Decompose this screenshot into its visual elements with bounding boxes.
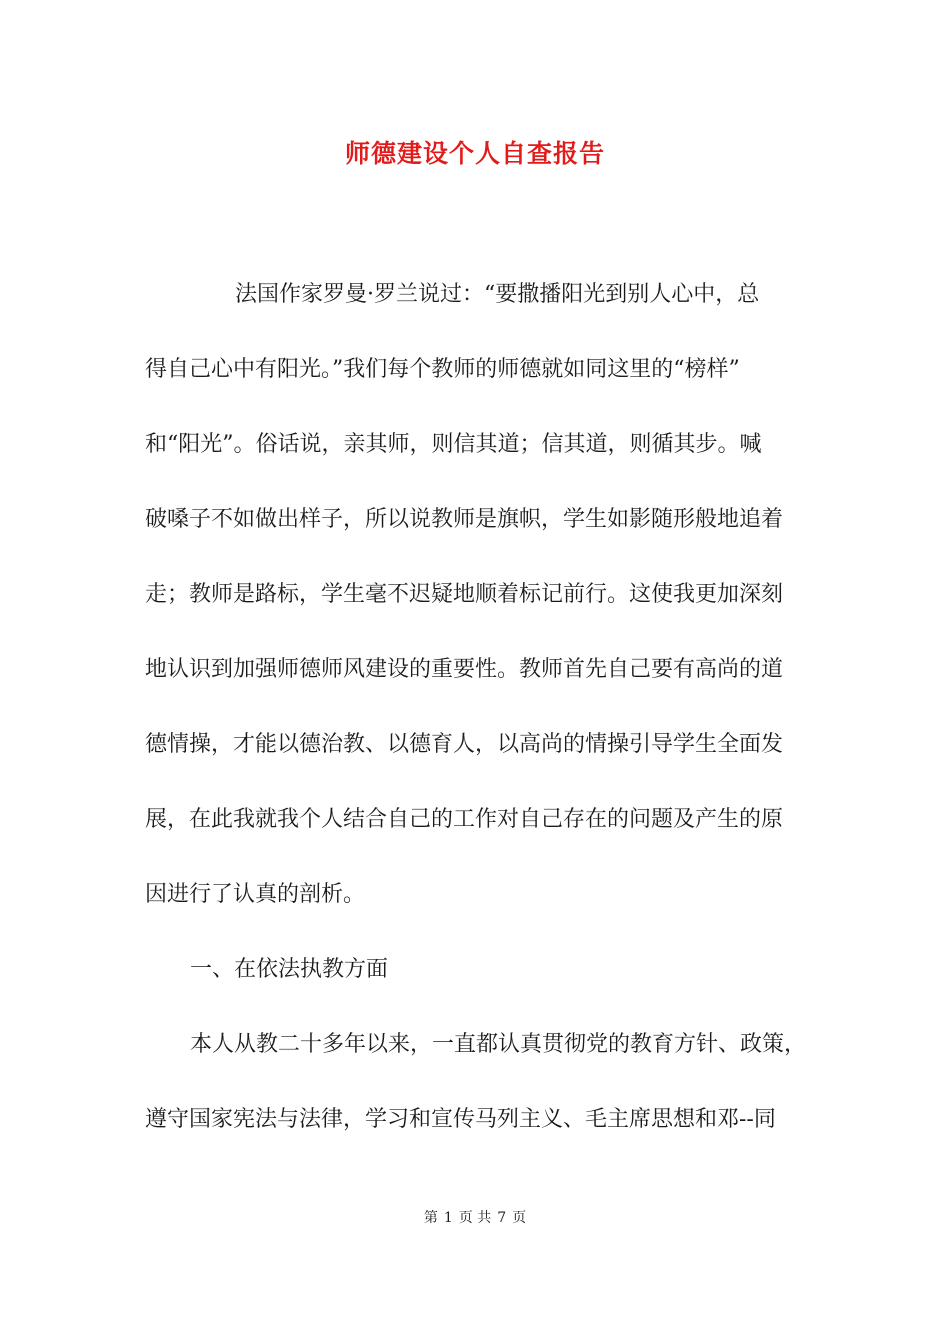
page-current: 1 bbox=[443, 1210, 453, 1226]
paragraph-line: 法国作家罗曼·罗兰说过：“要撒播阳光到别人心中，总 bbox=[235, 282, 760, 307]
paragraph-line: 因进行了认真的剖析。 bbox=[145, 882, 366, 907]
section-heading: 一、在依法执教方面 bbox=[190, 957, 389, 982]
page-label-prefix: 第 bbox=[423, 1210, 438, 1226]
paragraph-line: 破嗓子不如做出样子，所以说教师是旗帜，学生如影随形般地追着 bbox=[145, 507, 784, 532]
paragraph-line: 遵守国家宪法与法律，学习和宣传马列主义、毛主席思想和邓--同 bbox=[145, 1107, 776, 1132]
paragraph-line: 和“阳光”。俗话说，亲其师，则信其道；信其道，则循其步。喊 bbox=[145, 432, 762, 457]
document-body bbox=[145, 257, 807, 1157]
paragraph-line: 展，在此我就我个人结合自己的工作对自己存在的问题及产生的原 bbox=[145, 807, 784, 832]
page-footer bbox=[0, 1208, 950, 1228]
paragraph-line: 本人从教二十多年以来，一直都认真贯彻党的教育方针、政策， bbox=[190, 1032, 807, 1057]
page-label-mid: 页 共 bbox=[458, 1210, 492, 1226]
page-total: 7 bbox=[497, 1210, 507, 1226]
document-title: 师德建设个人自查报告 bbox=[344, 139, 605, 168]
paragraph-line: 走；教师是路标，学生毫不迟疑地顺着标记前行。这使我更加深刻 bbox=[145, 582, 784, 607]
paragraph-line: 得自己心中有阳光。”我们每个教师的师德就如同这里的“榜样” bbox=[145, 357, 740, 382]
paragraph-line: 地认识到加强师德师风建设的重要性。教师首先自己要有高尚的道 bbox=[145, 657, 784, 682]
page-label-suffix: 页 bbox=[512, 1210, 527, 1226]
paragraph-line: 德情操，才能以德治教、以德育人，以高尚的情操引导学生全面发 bbox=[145, 732, 784, 757]
